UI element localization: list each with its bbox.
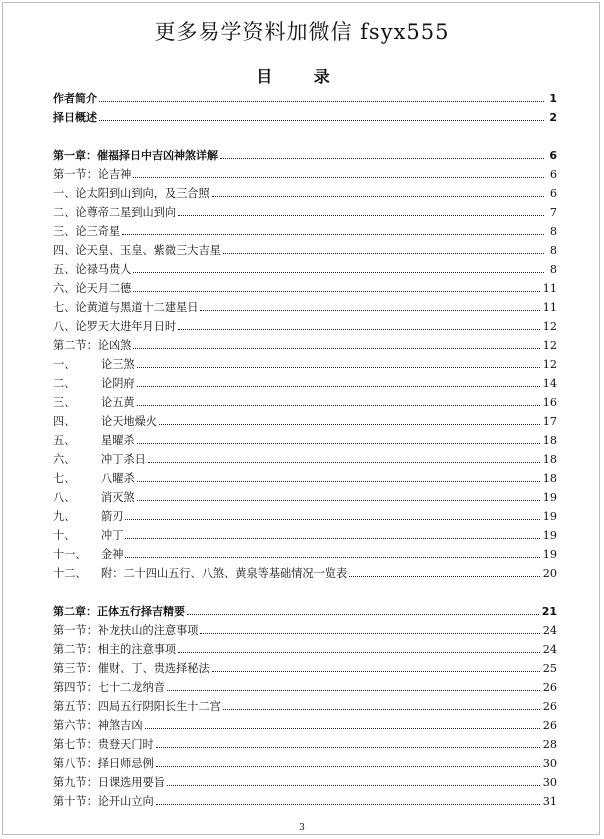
toc-entry-page: 26 [542, 700, 557, 713]
toc-entry [53, 409, 557, 428]
toc-entry-page: 18 [542, 434, 557, 447]
toc-entry-page: 6 [549, 187, 557, 200]
toc-entry-page: 1 [549, 92, 557, 105]
toc-entry-title: 四、论天皇、玉皇、紫微三大吉星 [53, 244, 221, 257]
dot-leader [145, 727, 540, 729]
toc-entry-page: 2 [549, 111, 557, 124]
toc-entry-page: 24 [542, 624, 557, 637]
dot-leader [137, 385, 540, 387]
dot-leader [99, 100, 544, 102]
toc-entry [53, 238, 557, 257]
table-of-contents [53, 86, 557, 808]
toc-entry-page: 6 [549, 149, 557, 162]
toc-entry [53, 333, 557, 352]
toc-entry-page: 12 [542, 339, 557, 352]
toc-entry-title: 冲丁杀日 [101, 453, 146, 466]
toc-entry-page: 19 [542, 529, 557, 542]
toc-entry [53, 656, 557, 675]
toc-entry-title: 三、论三奇星 [53, 225, 121, 238]
toc-entry-number: 七、 [53, 472, 76, 485]
toc-entry [53, 295, 557, 314]
toc-entry-page: 24 [542, 643, 557, 656]
toc-entry-title: 第六节：神煞吉凶 [53, 719, 143, 732]
dot-leader [122, 233, 544, 235]
toc-entry [53, 713, 557, 732]
dot-leader [137, 442, 540, 444]
toc-entry [53, 675, 557, 694]
toc-entry-title: 第十节：论开山立向 [53, 795, 154, 808]
dot-leader [223, 252, 544, 254]
toc-entry-title: 第一节：补龙扶山的注意事项 [53, 624, 199, 637]
dot-leader [178, 328, 540, 330]
dot-leader [223, 708, 540, 710]
dot-leader [220, 157, 544, 159]
toc-entry-page: 12 [542, 320, 557, 333]
dot-leader [200, 632, 539, 634]
toc-entry [53, 504, 557, 523]
toc-entry-title: 八、论罗天大进年月日时 [53, 320, 177, 333]
toc-entry-page: 19 [542, 491, 557, 504]
dot-leader [137, 499, 540, 501]
toc-entry [53, 637, 557, 656]
toc-entry-number: 四、 [53, 415, 76, 428]
toc-entry-title: 一、论太阳到山到向，及三合照 [53, 187, 210, 200]
toc-entry-page: 21 [541, 605, 557, 618]
toc-entry [53, 390, 557, 409]
toc-entry [53, 485, 557, 504]
dot-leader [349, 575, 540, 577]
toc-entry-page: 8 [549, 263, 557, 276]
toc-entry [53, 352, 557, 371]
toc-entry-title: 论五黄 [101, 396, 135, 409]
toc-entry-page: 11 [542, 282, 557, 295]
toc-entry-number: 十、 [53, 529, 76, 542]
toc-entry-title: 消灭煞 [101, 491, 135, 504]
toc-entry-title: 星曜杀 [101, 434, 135, 447]
dot-leader [133, 347, 539, 349]
toc-entry [53, 618, 557, 637]
toc-entry-title: 第一节：论吉神 [53, 168, 132, 181]
toc-entry-page: 30 [542, 757, 557, 770]
toc-entry-page: 18 [542, 453, 557, 466]
toc-entry [53, 314, 557, 333]
toc-entry [53, 200, 557, 219]
dot-leader [156, 746, 540, 748]
toc-title: 目 录 [256, 67, 348, 86]
toc-entry-number: 六、 [53, 453, 76, 466]
toc-entry-title: 第二节：相主的注意事项 [53, 643, 177, 656]
toc-entry [53, 428, 557, 447]
toc-entry [53, 143, 557, 162]
toc-entry [53, 770, 557, 789]
toc-entry-number: 二、 [53, 377, 76, 390]
toc-entry-number: 一、 [53, 358, 76, 371]
page-header: 更多易学资料加微信 fsyx555 [154, 20, 450, 44]
dot-leader [187, 613, 539, 615]
dot-leader [159, 423, 540, 425]
toc-entry [53, 466, 557, 485]
toc-entry-title: 择日概述 [53, 111, 97, 124]
toc-entry-title: 第二章：正体五行择吉精要 [53, 605, 185, 618]
toc-entry-title: 五、论禄马贵人 [53, 263, 132, 276]
toc-entry-number: 八、 [53, 491, 76, 504]
dot-leader [133, 176, 544, 178]
toc-entry-title: 冲丁 [101, 529, 124, 542]
toc-entry-page: 14 [542, 377, 557, 390]
toc-entry-number: 三、 [53, 396, 76, 409]
page-number: 3 [299, 823, 305, 833]
toc-entry-number: 五、 [53, 434, 76, 447]
toc-entry-title: 二、论尊帝二星到山到向 [53, 206, 177, 219]
toc-entry-page: 16 [542, 396, 557, 409]
toc-entry-title: 六、论天月二德 [53, 282, 132, 295]
toc-entry-title: 论天地燥火 [101, 415, 157, 428]
dot-leader [178, 651, 540, 653]
toc-entry-page: 7 [549, 206, 557, 219]
toc-entry-page: 18 [542, 472, 557, 485]
dot-leader [167, 689, 540, 691]
toc-entry-title: 第四节：七十二龙纳音 [53, 681, 165, 694]
dot-leader [148, 461, 540, 463]
toc-entry [53, 181, 557, 200]
toc-entry-title: 箭刃 [101, 510, 124, 523]
toc-entry-title: 作者简介 [53, 92, 97, 105]
dot-leader [137, 404, 540, 406]
toc-entry-title: 论三煞 [101, 358, 135, 371]
dot-leader [212, 670, 540, 672]
toc-entry-page: 20 [542, 567, 557, 580]
toc-entry-title: 附：二十四山五行、八煞、黄泉等基础情况一览表 [101, 567, 348, 580]
toc-entry-page: 26 [542, 681, 557, 694]
toc-entry [53, 732, 557, 751]
toc-entry-title: 第三节：催财、丁、贵选择秘法 [53, 662, 210, 675]
toc-entry-page: 19 [542, 548, 557, 561]
toc-entry-title: 第一章：催福择日中吉凶神煞详解 [53, 149, 218, 162]
toc-entry [53, 105, 557, 124]
toc-entry [53, 219, 557, 238]
dot-leader [212, 195, 544, 197]
toc-entry-title: 第八节：择日师忌例 [53, 757, 154, 770]
dot-leader [125, 518, 539, 520]
dot-leader [200, 309, 539, 311]
toc-entry [53, 447, 557, 466]
toc-entry-page: 31 [542, 795, 557, 808]
dot-leader [133, 290, 539, 292]
toc-entry-title: 八曜杀 [101, 472, 135, 485]
dot-leader [133, 271, 544, 273]
dot-leader [137, 366, 540, 368]
toc-entry [53, 561, 557, 580]
toc-entry [53, 751, 557, 770]
toc-entry-page: 8 [549, 225, 557, 238]
dot-leader [125, 537, 539, 539]
toc-entry-page: 26 [542, 719, 557, 732]
toc-entry-page: 11 [542, 301, 557, 314]
toc-entry [53, 257, 557, 276]
toc-entry [53, 694, 557, 713]
toc-entry [53, 371, 557, 390]
dot-leader [156, 803, 540, 805]
dot-leader [178, 214, 544, 216]
toc-entry-title: 第五节：四局五行阴阳长生十二宫 [53, 700, 221, 713]
dot-leader [125, 556, 539, 558]
toc-entry [53, 599, 557, 618]
dot-leader [167, 784, 540, 786]
toc-entry-title: 七、论黄道与黑道十二建星日 [53, 301, 199, 314]
dot-leader [137, 480, 540, 482]
toc-entry-page: 19 [542, 510, 557, 523]
toc-entry-number: 九、 [53, 510, 76, 523]
toc-entry-title: 论阴府 [101, 377, 135, 390]
toc-entry-page: 8 [549, 244, 557, 257]
toc-entry-page: 30 [542, 776, 557, 789]
toc-entry-page: 17 [542, 415, 557, 428]
toc-entry-page: 6 [549, 168, 557, 181]
toc-entry-title: 第七节：贵登天门时 [53, 738, 154, 751]
toc-entry-page: 28 [542, 738, 557, 751]
toc-entry [53, 276, 557, 295]
toc-entry-number: 十二、 [53, 567, 87, 580]
toc-entry [53, 86, 557, 105]
toc-entry [53, 162, 557, 181]
toc-entry-title: 第二节：论凶煞 [53, 339, 132, 352]
toc-entry-title: 第九节：日课选用要旨 [53, 776, 165, 789]
dot-leader [99, 119, 544, 121]
toc-entry [53, 542, 557, 561]
toc-entry [53, 523, 557, 542]
toc-entry-page: 12 [542, 358, 557, 371]
toc-entry [53, 789, 557, 808]
dot-leader [156, 765, 540, 767]
toc-entry-number: 十一、 [53, 548, 87, 561]
toc-entry-page: 25 [542, 662, 557, 675]
toc-entry-title: 金神 [101, 548, 124, 561]
